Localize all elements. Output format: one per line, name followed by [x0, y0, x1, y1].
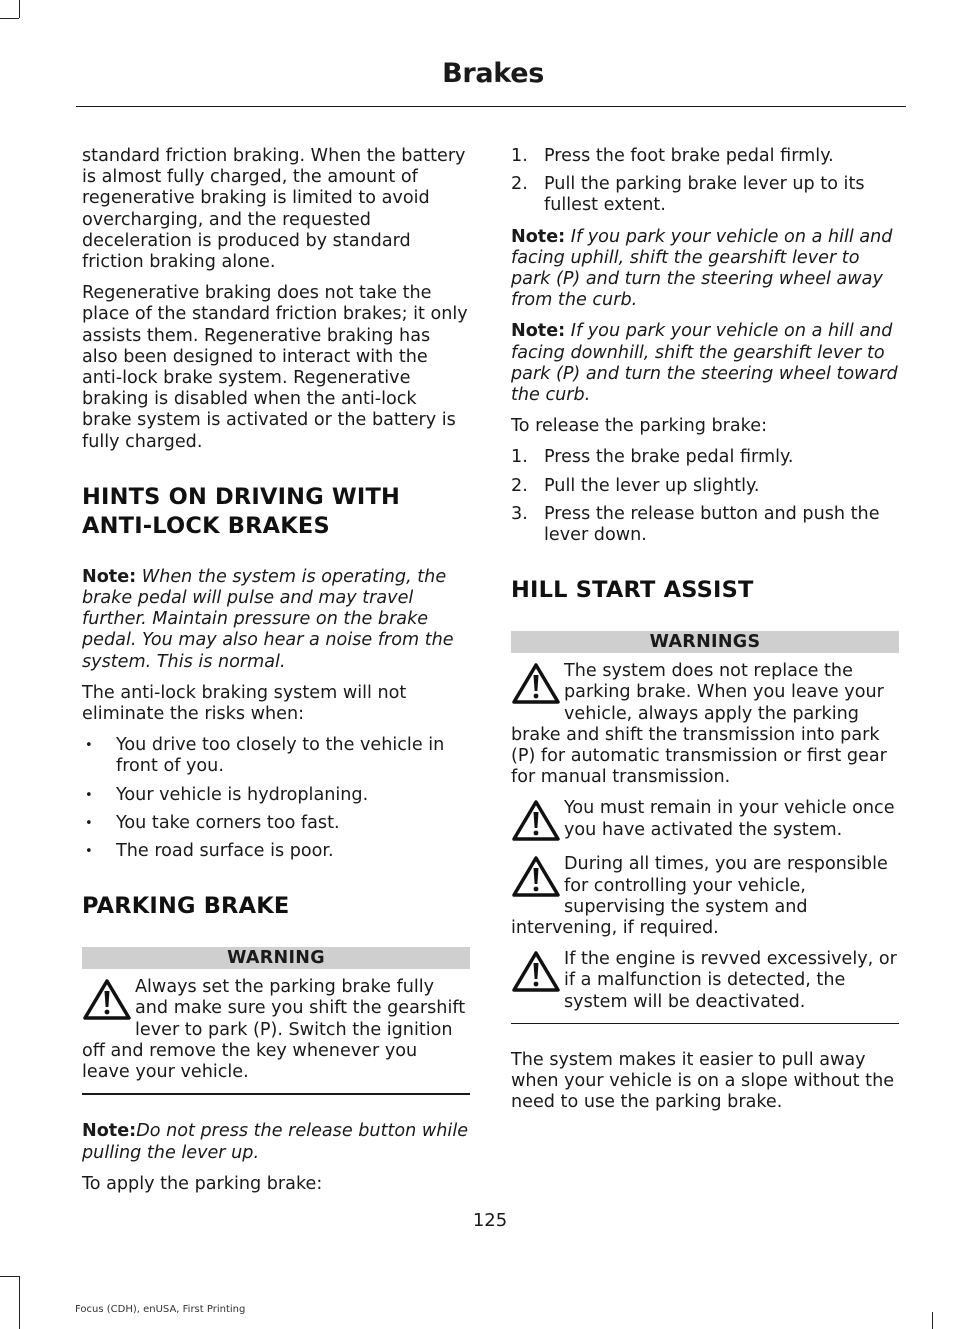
step-text: Press the brake pedal firmly.: [544, 447, 794, 468]
step-text: Press the foot brake pedal firmly.: [544, 146, 834, 166]
step-number: 3.: [511, 503, 528, 524]
section-heading-hill-start-assist: HILL START ASSIST: [511, 577, 754, 604]
step-number: 1.: [511, 447, 528, 468]
crop-mark: [19, 1276, 20, 1329]
paragraph: The anti-lock braking system will not eliminate the risks when:: [82, 682, 407, 725]
warning-item: [511, 661, 899, 788]
paragraph: To release the parking brake:: [511, 416, 767, 437]
crop-mark: [19, 0, 20, 18]
note-text: If you park your vehicle on a hill and facing uphill, shift the gearshift lever to park (P) and turn the steering wheel away from the curb.: [511, 226, 893, 311]
warning-end-rule: [82, 1093, 470, 1095]
crop-mark: [932, 1312, 933, 1329]
step-number: 1.: [511, 146, 528, 166]
warning-text: The system does not replace the parking brake. When you leave your vehicle, always apply the parking brake and shift the transmission into park (P) for automatic transmission or first gear for manual transmission.: [511, 661, 887, 788]
warnings-header: WARNINGS: [511, 631, 899, 653]
note: [82, 567, 470, 673]
step-text: Pull the parking brake lever up to its fullest extent.: [544, 174, 865, 216]
note-label: Note:: [511, 321, 566, 342]
title-divider: [76, 106, 906, 107]
left-column: [82, 146, 470, 1205]
page-number: 125: [472, 1210, 508, 1231]
note-text: If you park your vehicle on a hill and facing downhill, shift the gearshift lever to park (P) and turn the steering wheel toward the curb.: [511, 321, 898, 406]
paragraph: The system makes it easier to pull away when your vehicle is on a slope without the need to use the parking brake.: [511, 1049, 895, 1113]
note-text: When the system is operating, the brake pedal will pulse and may travel further. Maintain pressure on the brake pedal. You may also hear a noise from the system. This is normal.: [82, 566, 454, 672]
step-number: 2.: [511, 174, 528, 195]
note: [511, 227, 899, 312]
apply-steps: [511, 146, 899, 217]
warning-triangle-icon: [82, 977, 132, 1023]
warning-text: You must remain in your vehicle once you have activated the system.: [564, 798, 895, 840]
list-item: • The road surface is poor.: [82, 841, 470, 862]
warning-triangle-icon: [511, 661, 561, 707]
warning-item: [511, 798, 899, 844]
step-item: [511, 447, 899, 468]
section-heading-parking-brake: PARKING BRAKE: [82, 893, 290, 920]
warning-triangle-icon: [511, 854, 561, 900]
warning-text: During all times, you are responsible for controlling your vehicle, supervising the system and intervening, if required.: [511, 854, 888, 939]
list-item: • You take corners too fast.: [82, 813, 470, 834]
note-label: Note:: [82, 1121, 137, 1142]
warning-item: [511, 949, 899, 1013]
paragraph: Regenerative braking does not take the place of the standard friction brakes; it only assists them. Regenerative braking has also been designed to interact with the anti-lock brake system. Regenerative braking is disabled when the anti-lock brake system is activated or the battery is fully charged.: [82, 283, 468, 452]
step-item: [511, 174, 899, 216]
step-item: [511, 476, 899, 497]
step-text: Pull the lever up slightly.: [544, 475, 760, 496]
right-column: [511, 146, 899, 1124]
paragraph: standard friction braking. When the battery is almost fully charged, the amount of regenerative braking is limited to avoid overcharging, and the requested deceleration is produced by standard friction braking alone.: [82, 146, 466, 273]
warning-triangle-icon: [511, 798, 561, 844]
risk-list: [82, 735, 470, 862]
note: [511, 321, 899, 406]
list-item: • Your vehicle is hydroplaning.: [82, 785, 470, 806]
list-item: • You drive too closely to the vehicle in front of you.: [82, 735, 470, 777]
warning-text: Always set the parking brake fully and make sure you shift the gearshift lever to park (P). Switch the ignition off and remove the key whenever you leave your vehicle.: [82, 977, 466, 1083]
warning-item: [82, 977, 470, 1083]
edition-footer: Focus (CDH), enUSA, First Printing: [75, 1304, 246, 1315]
step-item: [511, 146, 899, 167]
warning-end-rule: [511, 1023, 899, 1024]
paragraph: To apply the parking brake:: [82, 1173, 323, 1194]
step-number: 2.: [511, 475, 528, 496]
warning-triangle-icon: [511, 949, 561, 995]
step-item: [511, 504, 899, 546]
release-steps: [511, 447, 899, 546]
warning-item: [511, 854, 899, 939]
crop-mark: [0, 1276, 19, 1277]
section-heading-hints: HINTS ON DRIVING WITH ANTI-LOCK BRAKES: [82, 483, 401, 539]
note-text: Do not press the release button while pulling the lever up.: [82, 1121, 469, 1163]
step-text: Press the release button and push the lever down.: [544, 503, 880, 546]
note-label: Note:: [511, 226, 566, 247]
warning-text: If the engine is revved excessively, or if a malfunction is detected, the system will be deactivated.: [564, 949, 897, 1012]
warning-header: WARNING: [82, 947, 470, 969]
crop-mark: [0, 18, 19, 19]
note: [82, 1121, 470, 1163]
page-title: Brakes: [442, 58, 544, 89]
note-label: Note:: [82, 566, 137, 587]
